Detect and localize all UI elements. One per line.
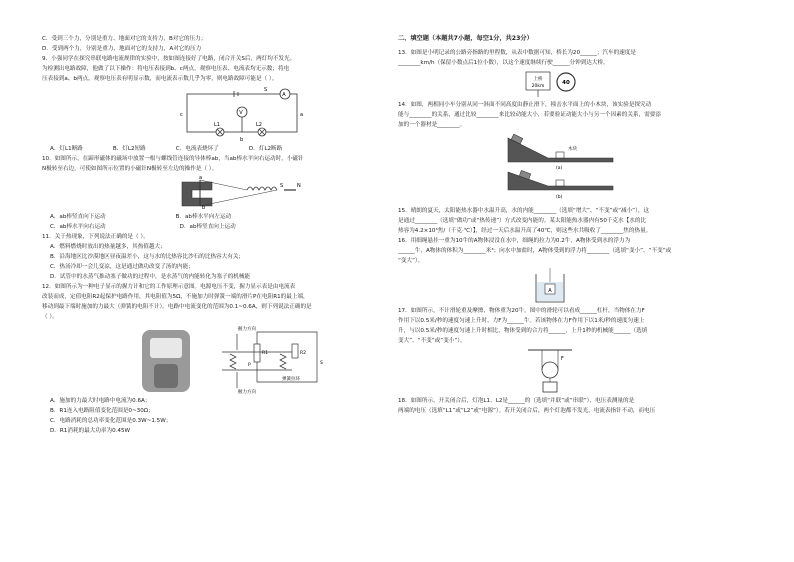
options-row	[42, 222, 382, 232]
option-c: C．电流表烧坏了	[175, 146, 219, 152]
options-row	[42, 144, 382, 154]
grip-handle	[154, 364, 178, 388]
option-b: B．灯L2短路	[112, 146, 146, 152]
sign-distance: 20km	[531, 84, 545, 89]
grip-display	[150, 338, 182, 358]
block-label: 木块	[568, 147, 577, 152]
weight-object	[543, 382, 557, 392]
question-text: 16．用细绳悬挂一重为10牛的A物体浸没在水中，细绳的拉力为0.2牛，A物体受到水的浮力为	[398, 238, 631, 244]
magnet-figure	[42, 176, 382, 210]
question-text: 18．如图所示，开关闭合后，灯泡L1、L2是______的（选填“并联”或“串联”），电压表测量的是	[398, 398, 635, 404]
solenoid-coil	[247, 187, 277, 190]
question-text: 12．如图所示为一种电子显示的握力计和它的工作原理示意图。电源电压不变，握力显示表是由电流表	[42, 284, 296, 290]
magnet-coil-figure	[42, 176, 382, 210]
question-text: 压表接到a、b两点，观察电压表有明显示数，而电流表示数几乎为零，则电路故障可能是（ ）。	[42, 76, 278, 82]
horseshoe-magnet	[182, 182, 212, 206]
question-text: 升，与以0.5米/秒的速度匀速上升时相比，物体受到的合力将______，上升1秒的机械能______（选填	[398, 328, 648, 334]
force-direction-label: 握力方向	[238, 390, 256, 394]
question-12	[42, 282, 382, 436]
spring	[230, 354, 236, 369]
pulley-figure	[398, 348, 762, 394]
circuit-wire	[257, 332, 317, 382]
rod-end-b: b	[202, 205, 206, 210]
resistor-r2	[292, 344, 298, 358]
wooden-block-a	[556, 152, 564, 158]
option-line: D．受到两个力，分别是重力、地面对它的支持力，A对它的压力	[42, 46, 202, 52]
lamp-l1-label: L1	[214, 122, 220, 128]
option-a: A．施加的力最大时电路中电流为0.6A；	[50, 398, 151, 404]
figure-a-label: (a)	[556, 166, 563, 171]
rod-end-a: a	[199, 176, 203, 181]
r2-label: R2	[300, 351, 306, 356]
option-b: B．R1连入电路阻值变化范围是0~30Ω；	[50, 408, 154, 414]
wooden-block-b	[556, 180, 564, 186]
question-text: 17．如图所示，不计滑轮重及摩擦，物体重为20牛。图中的滑轮可以看成______杠杆，当物体在力F	[398, 308, 645, 314]
sign-text: 上桥	[533, 77, 543, 82]
options-row	[42, 212, 382, 222]
option-b: B．ab棒水平向左运动	[175, 214, 232, 220]
question-text: 为检测出电路故障，他做了以下操作：将电压表接到b、c两点，观察电压表、电流表均无示数；将电	[42, 66, 290, 72]
incline-ramp-a	[508, 138, 613, 162]
needle-n-label: N	[297, 183, 301, 189]
question-17	[398, 306, 762, 394]
object-a-label: A	[548, 288, 552, 294]
voltmeter-label: V	[239, 110, 243, 116]
question-14	[398, 100, 762, 204]
question-text: 能与________的关系，通过比较________来比较动能大小，若要验证动能大小与另一个因素的关系，需要添	[398, 112, 661, 118]
needle-s-label: S	[280, 183, 284, 189]
question-text: 是通过________（选填“做功”或“热传递”）方式改变内能的。某太阳能热水器内有50千克水【水的比	[398, 218, 647, 224]
question-text: 9．小强同学在探究串联电路电流规律的实验中，按如图连接好了电路，闭合开关S后，两灯均不发光。	[42, 56, 296, 62]
speed-limit-value: 40	[562, 80, 570, 86]
slider-p-label: P	[248, 363, 251, 368]
option-d: D．灯L2断路	[248, 146, 283, 152]
point-a-label: a	[300, 112, 304, 118]
incline-cart-figure	[398, 132, 762, 204]
spring-ring-label: 弹簧拉环	[282, 377, 300, 382]
question-text: （ ）。	[42, 314, 58, 320]
figure-b-label: (b)	[556, 195, 563, 200]
question-18	[398, 396, 762, 416]
question-16	[398, 236, 762, 304]
question-text: 热容为4.2×10³焦/（千克·℃）】，经过一天后水温升高了40℃，则这些水共吸收了________焦的热量。	[398, 228, 652, 234]
switch-label: S	[320, 361, 323, 366]
option-a: A．ab棒竖直向下运动	[50, 214, 106, 220]
option-line: C．受到三个力，分别是重力、地面对它的支持力，B对它的压力；	[42, 36, 207, 42]
switch-label: S	[264, 87, 268, 93]
question-9	[42, 54, 382, 154]
question-text: 作用下以0.5米/秒的速度匀速上升时，力F为______牛。若该物体在力F作用下以1米/秒的速度匀速上	[398, 318, 645, 324]
grip-meter-diagram	[42, 324, 382, 394]
option-a: A．灯L1断路	[50, 146, 83, 152]
option-d: D．R1消耗的最大功率为0.45W	[50, 428, 131, 434]
question-text: ______牛，A物体的体积为________米³；向水中加盐时，A物体受到的浮力将________（选填“变小”、“不变”或	[398, 248, 672, 254]
question-11	[42, 232, 382, 282]
movable-pulley	[542, 362, 558, 378]
point-c-label: c	[180, 112, 183, 118]
option-d: D．试管中的水蒸气推动塞子做功的过程中，是水蒸气的内能转化为塞子的机械能	[50, 274, 251, 280]
spring	[280, 354, 286, 369]
option-d: D．ab棒竖直向上运动	[179, 224, 236, 230]
option-c: C．电路消耗的总功率变化范围是0.3W~1.5W；	[50, 418, 172, 424]
grip-meter-figure	[42, 324, 382, 394]
question-text: 移动到最下端时施加的力最大（弹簧的电阻不计）。电路中电流变化的范围为0.1~0.6A，则下列说法正确的是	[42, 304, 312, 310]
question-10	[42, 154, 382, 232]
section-title: 二、填空题（本题共7小题，每空1分，共23分）	[398, 35, 533, 42]
option-c: C．热汤冷却一会儿变凉，这是通过做功改变了汤的内能；	[50, 264, 194, 270]
question-text: 11．关于热现象，下列说法正确的是（ ）。	[42, 234, 149, 240]
option-b: B．沿海地区比沙漠地区昼夜温差小，这与水的比热容比沙石的比热容大有关；	[50, 254, 245, 260]
ammeter-label: A	[282, 92, 286, 98]
question-text: 加的一个器材是________。	[398, 122, 466, 128]
question-text: “变大”）。	[398, 258, 424, 264]
left-column	[42, 34, 382, 436]
circuit-diagram	[42, 86, 382, 142]
resistor-r1	[254, 344, 260, 362]
force-direction-label: 握力方向	[238, 327, 256, 332]
question-text: 10．如图所示，在蹄形磁体的磁场中放置一根与螺线管连接的导体棒ab，当ab棒水平向右运动时，小磁针	[42, 156, 304, 162]
series-circuit-figure	[42, 86, 382, 142]
road-sign-figure	[398, 70, 762, 98]
option-c: C．ab棒水平向右运动	[50, 224, 106, 230]
question-text: 两端的电压（选填“L1”或“L2”或“电源”）。若开关闭合后，两个灯泡都不发光，电流表指针不动，而电压	[398, 408, 656, 414]
right-column	[398, 34, 762, 416]
question-15	[398, 206, 762, 236]
beaker-figure	[398, 268, 762, 304]
r1-label: R1	[262, 351, 268, 356]
question-text: 改装而成，定值电阻R2起保护电路作用，其电阻值为5Ω，不施加力时弹簧一端的滑片P在电阻R1的最上端，	[42, 294, 309, 300]
question-13	[398, 48, 762, 98]
question-text: N极转至右边。可使如图所示位置的小磁针N极转至左边的操作是（ ）。	[42, 166, 218, 172]
lamp-l2-label: L2	[256, 122, 262, 128]
question-text: 14．如图，两相同小车分别从同一斜面不同高度由静止滑下，撞击水平面上的小木块，该实验是探究动	[398, 102, 652, 108]
question-text: 13．如图是小明记录的公路旁指路的里程数，从表中数据可知，桥长为20______；汽车的速度是	[398, 50, 636, 56]
point-b-label: b	[240, 137, 244, 142]
option-a: A．燃料燃烧时放出的热量越多，其热值越大；	[50, 244, 166, 250]
question-text: 变大”、“不变”或“变小”）。	[398, 338, 466, 344]
question-text: ________km/h（保留小数点后1位小数），以这个速度继续行驶______分钟到达大桥。	[398, 60, 609, 66]
force-f-label: F	[561, 356, 564, 362]
question-text: 15．晴朗的夏天，太阳能热水器中水温升高，水的内能________（选填“增大”、“不变”或“减小”），这	[398, 208, 650, 214]
